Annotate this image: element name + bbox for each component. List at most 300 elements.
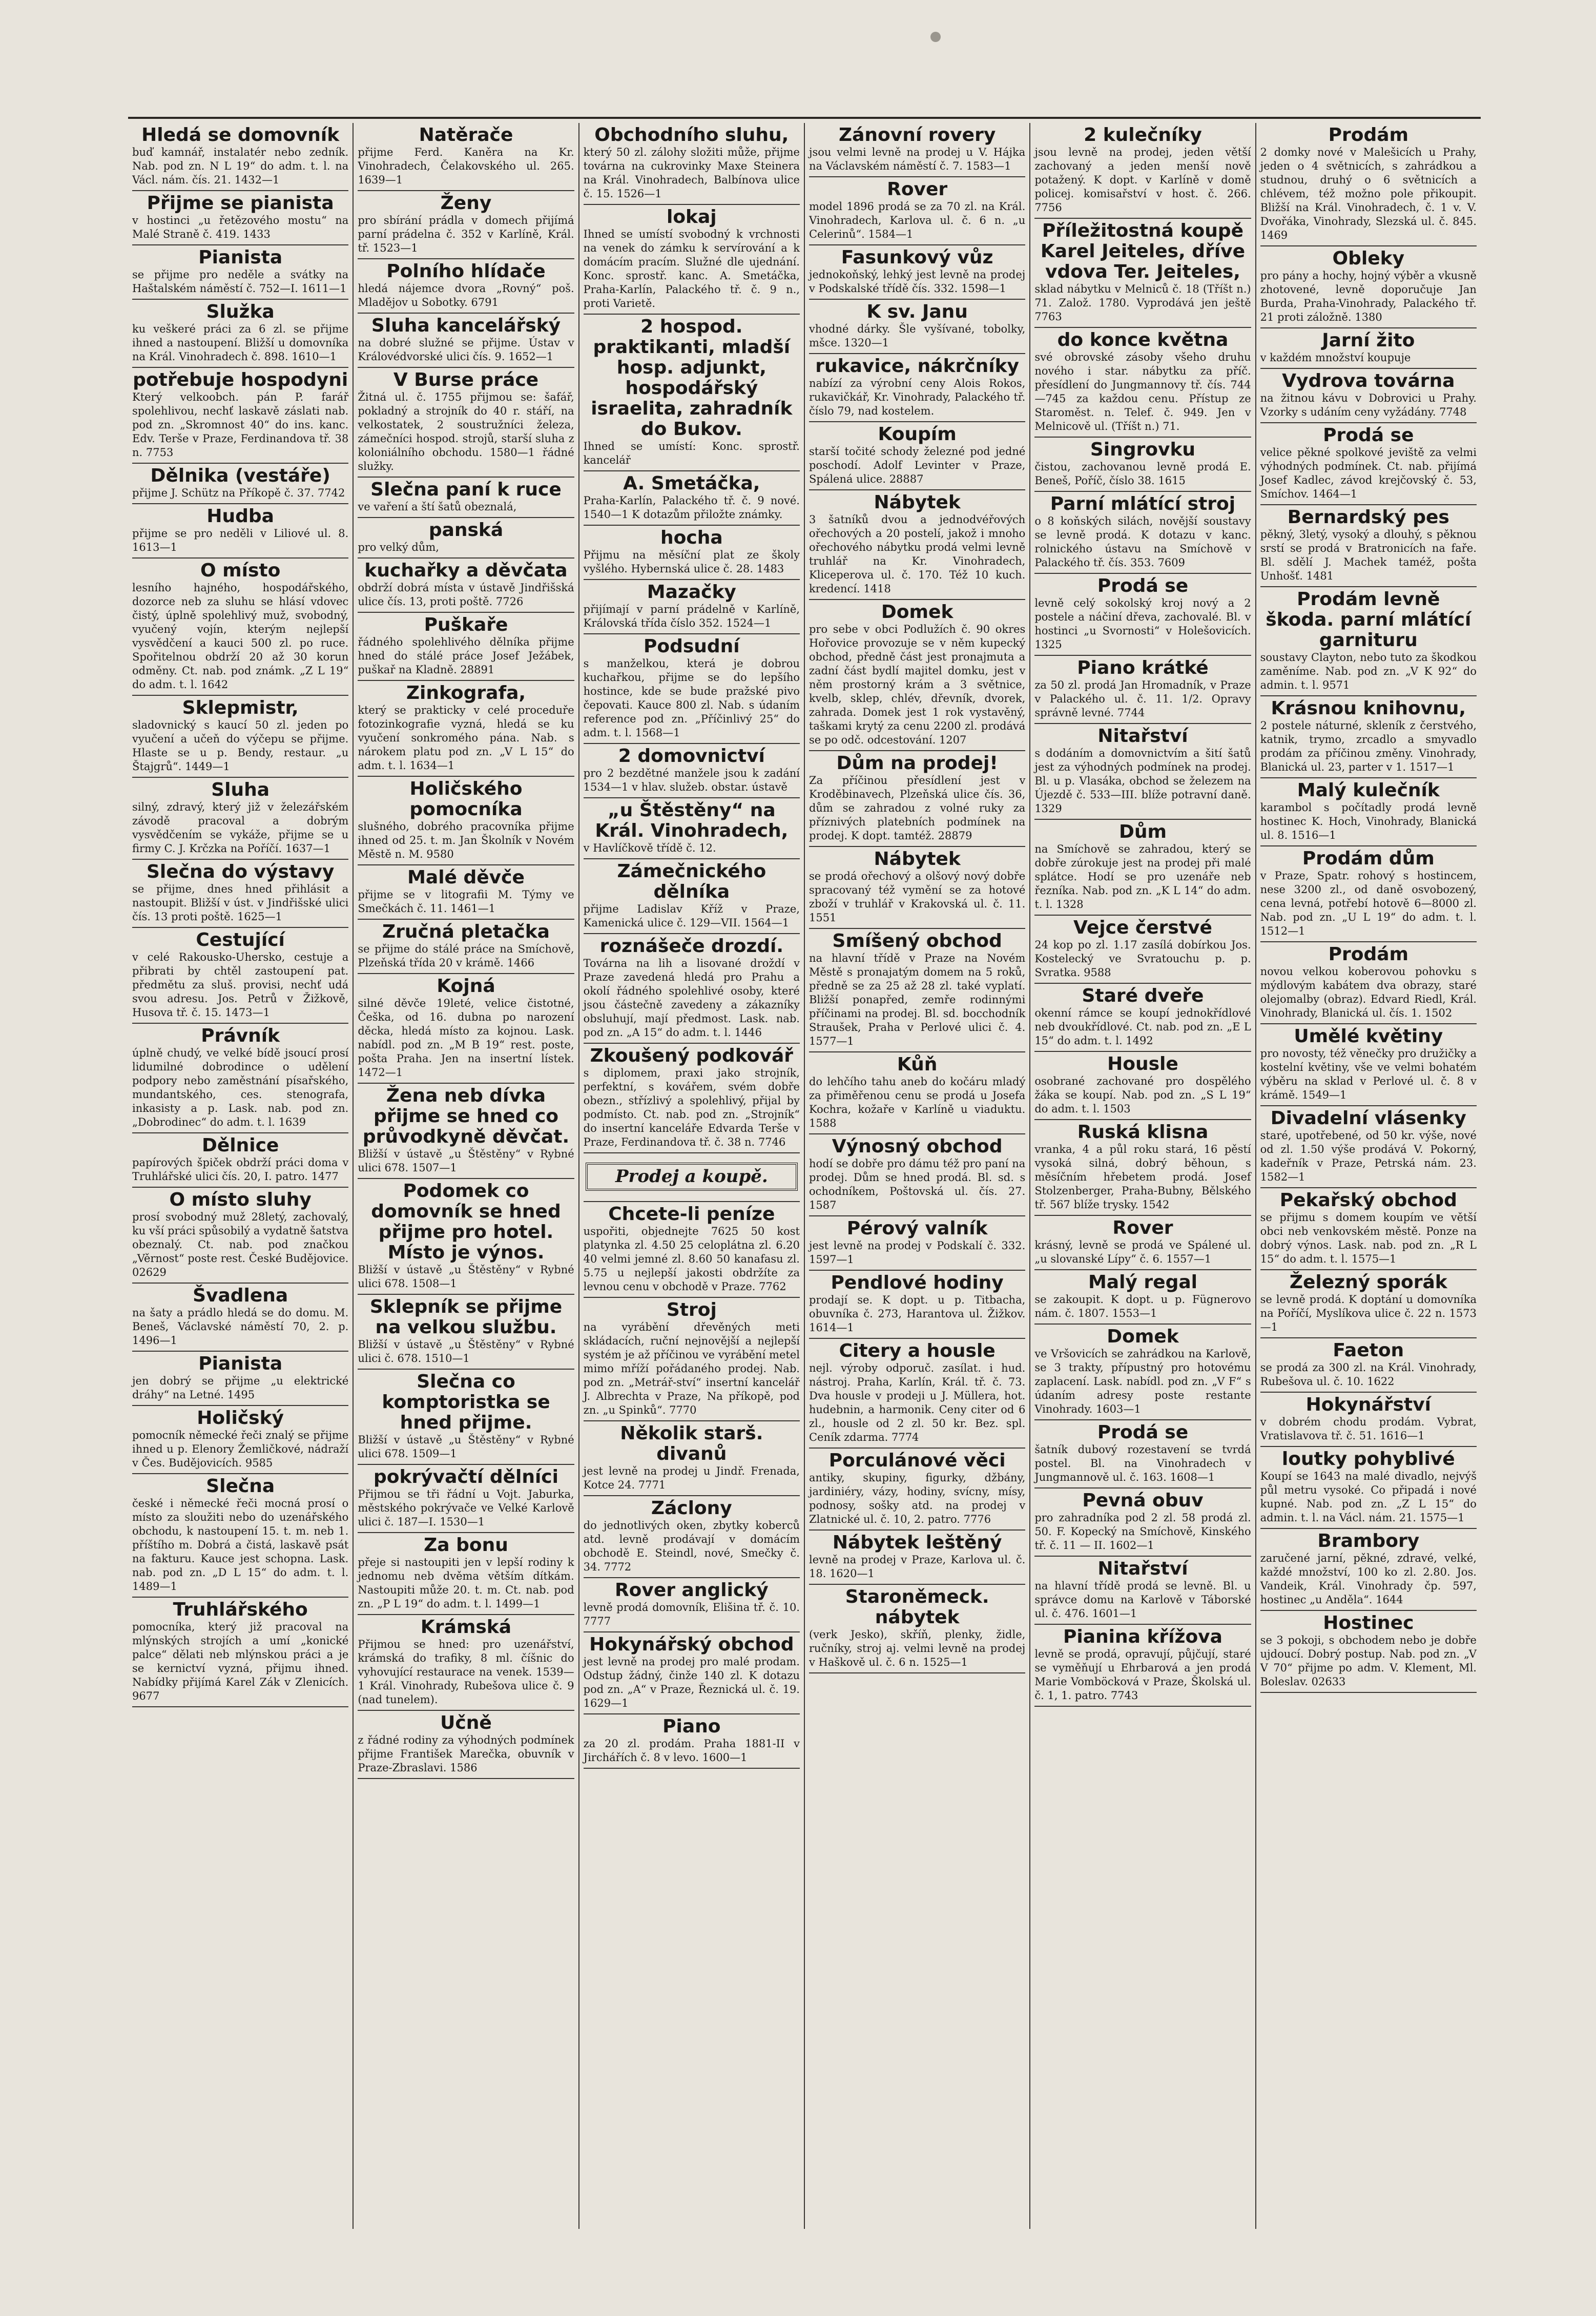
ad-headline: Slečna paní k ruce [370,479,562,500]
ad-body: nabízí za výrobní ceny Alois Rokos, rukavičkář, Kr. Vinohrady, Palackého tř. číslo 79, nad kostelem. [809,377,1026,417]
classified-ad [132,778,348,860]
classified-ad [132,1133,348,1188]
ad-headline: Služka [206,301,275,322]
ad-headline: Sluha kancelářský [371,315,561,336]
column-6 [1256,123,1481,2229]
ad-headline: Sklepmistr, [182,697,299,718]
classified-ad [809,1585,1025,1673]
ad-headline: Pérový valník [846,1218,988,1239]
classified-ad [1260,123,1477,246]
ad-headline: Nábytek [874,492,961,513]
classified-ad [358,613,574,681]
ad-headline: Koupím [878,424,957,445]
ad-body: s dodáním a domovnictvím a šití šatů jest za výhodných podmínek na prodej. Bl. u p. Vlasáka, obchod se železem na Újezdě č. 533—III. blíže potravní daně. 1329 [1034,747,1251,815]
classified-ad [358,1084,574,1179]
ad-headline: Podomek co domovník se hned přijme pro hotel. Místo je výnos. [371,1181,561,1263]
ad-headline: Sklepník se přijme na velkou službu. [369,1296,563,1338]
ad-body: v dobrém chodu prodám. Vybrat, Vratislavova tř. č. 51. 1616—1 [1260,1416,1477,1442]
ad-body: z řádné rodiny za výhodných podmínek přijme František Marečka, obuvník v Praze-Zbraslavi. 1586 [358,1734,574,1774]
classified-ad [132,696,348,778]
ad-headline: panská [428,520,504,541]
ad-headline: Zánovní rovery [838,125,996,146]
ad-headline: Prodám dům [1302,848,1435,869]
classified-ad [358,1533,574,1615]
ad-body: nejl. výroby odporuč. zasílat. i hud. nástroj. Praha, Karlín, Král. tř. č. 73. Dva housle v prodeji u J. Müllera, hot. hudebnin, a harmonik. Ceny citer od 6 zl., housle od 2 zl. 50 kr. Bez. spl. Ceník zdarma. 7774 [809,1362,1026,1443]
ad-body: antiky, skupiny, figurky, džbány, jardiniéry, vázy, hodiny, svícny, mísy, podnosy, sošky atd. na prodej v Zlatnické ul. č. 10, 2. patro. 7776 [809,1472,1026,1525]
ad-body: české i německé řeči mocná prosí o místo za sloužiti nebo do uzenářského obchodu, k nastoupení 15. t. m. neb 1. příštího m. Dobrá a čistá, laskavě psát na fakturu. Kauce jest schopna. Lask. nab. pod zn. „D L 15“ do adm. t. l. 1489—1 [132,1497,349,1593]
ad-body: se prodá ořechový a olšový nový dobře spracovaný též vymění se za hotové zboží v truhlář v Krakovská ul. č. 11. 1551 [809,870,1026,924]
top-rule [128,117,1481,119]
classified-ad [809,1339,1025,1449]
ad-headline: Prodám [1328,944,1409,965]
ad-body: pro 2 bezdětné manžele jsou k zadání 1534—1 v hlav. služeb. obstar. ústavě [583,767,800,793]
ad-headline: Divadelní vlásenky [1270,1108,1466,1129]
ad-headline: 2 domovnictví [618,746,765,767]
ad-body: slušného, dobrého pracovníka přijme ihned od 25. t. m. Jan Školník v Novém Městě n. M. 9580 [358,820,574,860]
page-mark [930,32,941,42]
ad-body: na Smíchově se zahradou, který se dobře zúrokuje jest na prodej při malé splátce. Hodí se pro uzenáře neb řezníka. Nab. pod zn. „K L 14“ do adm. t. l. 1328 [1034,843,1251,911]
ad-headline: do konce května [1057,329,1229,350]
classified-ad [1034,724,1251,820]
classified-ad [358,123,574,191]
classified-ad [584,1421,800,1496]
ad-body: s manželkou, která je dobrou kuchařkou, přijme se do lepšího hostince, kde se bude pražské pivo čepovati. Kauce 800 zl. Nab. s údaním reference pod zn. „Příčinlivý 25“ do adm. t. l. 1568—1 [583,657,800,739]
ad-headline: Sluha [211,779,270,800]
classified-ad [358,681,574,777]
ad-body: jest levně na prodej v Podskalí č. 332. 1597—1 [809,1239,1026,1266]
classified-ad [132,1474,348,1598]
ad-headline: Ruská klisna [1077,1122,1209,1143]
ad-headline: Parní mlátící stroj [1050,493,1236,514]
column-4 [805,123,1030,2229]
ad-body: za 20 zl. prodám. Praha 1881-II v Jirchářích č. 8 v levo. 1600—1 [583,1738,800,1764]
ad-body: v celé Rakousko-Uhersko, cestuje a přibrati by chtěl zastoupení pat. předmětu za sluš. provisi, nechť udá svou adresu. Jos. Petrů v Žižkově, Husova tř. č. 15. 1473—1 [132,951,349,1019]
classified-ad [1260,423,1477,505]
ad-headline: loutky pohyblivé [1281,1449,1455,1470]
ad-headline: Rover [1112,1217,1173,1238]
ad-headline: Pekařský obchod [1279,1190,1457,1211]
ad-headline: Obchodního sluhu, [594,125,789,146]
classified-ad [358,1295,574,1370]
ad-body: levně prodá domovník, Elišina tř. č. 10. 7777 [583,1601,800,1627]
classified-ad [584,1496,800,1578]
classified-ad [1260,369,1477,423]
ad-body: Který velkoobch. pán P. farář spolehlivou, nechť laskavě záslati nab. pod zn. „Skromnost 40“ do ins. kanc. Edv. Terše v Praze, Ferdinandova tř. 38 n. 7753 [132,391,349,459]
ad-headline: Chcete-li peníze [608,1204,775,1225]
classified-ad [1260,696,1477,778]
ad-body: své obrovské zásoby všeho druhu nového i star. nábytku za příč. přesídlení do Jungmannovy tř. čís. 744—745 za každou cenu. Přístup ze Staroměst. n. Telef. č. 949. Jen v Melnicově ul. (Tříšt n.) 71. [1034,351,1251,432]
classified-ad [1034,328,1251,438]
ad-headline: Holičský [197,1408,284,1429]
ad-body: který se prakticky v celé proceduře fotozinkografie vyzná, hledá se ku vyučení sonkromého pána. Nab. s nárokem platu pod zn. „V L 15“ do adm. t. l. 1634—1 [358,704,574,772]
ad-body: soustavy Clayton, nebo tuto za škodkou zaměníme. Nab. pod zn. „V K 92“ do admin. t. l. 9571 [1260,651,1477,691]
ad-body: Praha-Karlín, Palackého tř. č. 9 nové. 1540—1 K dotazům přiložte známky. [583,494,800,521]
ad-headline: Slečna co komptoristka se hned přijme. [382,1371,550,1433]
ad-headline: Zkoušený podkovář [590,1045,794,1066]
ad-headline: Přijme se pianista [147,193,334,214]
ad-headline: Puškaře [424,614,508,635]
ad-body: starší točité schody železné pod jedné poschodí. Adolf Levinter v Praze, Spálená ulice. 28887 [809,445,1026,485]
ad-headline: Hudba [206,506,274,527]
ad-headline: Prodám levně škoda. parní mlátící garnituru [1266,589,1471,651]
ad-headline: 2 hospod. praktikanti, mladší hosp. adjunkt, hospodářský israelita, zahradník do Bukov. [591,316,793,440]
ad-body: ve Vršovicích se zahrádkou na Karlově, se 3 trakty, přípustný pro hotovému zaplacení. Lask. nabídl. pod zn. „V F“ s údaním adresy poste restante Vinohrady. 1603—1 [1034,1348,1251,1415]
ad-body: který 50 zl. zálohy složiti může, přijme továrna na cukrovinky Maxe Steinera na Král. Vinohradech, Balbínova ulice č. 15. 1526—1 [583,146,800,200]
classified-ad [1034,1120,1251,1216]
ad-body: hodí se dobře pro dámu též pro paní na prodej. Dům se hned prodá. Bl. sd. s ochodníkem, Poštovská ul. čís. 27. 1587 [809,1157,1026,1211]
ad-body: o 8 koňských silách, novější soustavy se levně prodá. K dotazu v kanc. rolnického ústavu na Smíchově v Palackého tř. čís. 353. 7609 [1034,515,1251,569]
ad-body: silné děvče 19leté, velice čistotné, Češka, od 16. dubna po narození děcka, hledá místo za kojnou. Lask. nabídl. pod zn. „M B 19“ rest. poste, pošta Praha. Jen na insertní lístek. 1472—1 [358,997,574,1079]
ad-body: obdrží dobrá místa v ústavě Jindřišská ulice čís. 13, proti poště. 7726 [358,582,574,608]
ad-headline: Hokynářství [1305,1394,1431,1415]
ad-body: Přijmu na měsíční plat ze školy vyšlého. Hybernská ulice č. 28. 1483 [583,549,800,575]
ad-headline: Železný sporák [1289,1272,1447,1293]
classified-ad [1034,1625,1251,1707]
ad-headline: Pianista [198,1353,283,1374]
ad-body: jsou velmi levně na prodej u V. Hájka na Václavském náměstí č. 7. 1583—1 [809,146,1026,172]
classified-ad [584,1714,800,1769]
classified-ad [584,798,800,859]
ad-headline: Natěrače [419,125,513,146]
classified-page [128,123,1481,2229]
ad-body: prodají se. K dopt. u p. Titbacha, obuvníka č. 273, Harantova ul. Žižkov. 1614—1 [809,1294,1026,1334]
ad-headline: Staré dveře [1082,985,1204,1006]
classified-ad [584,205,800,315]
ad-body: jednokoňský, lehký jest levně na prodej v Podskalské třídě čís. 332. 1598—1 [809,268,1026,295]
ad-body: Bližší v ústavě „u Štěstěny“ v Rybné ulici 678. 1507—1 [358,1148,574,1174]
classified-ad [584,1202,800,1298]
ad-body: pro zahradníka pod 2 zl. 58 prodá zl. 50. F. Kopecký na Smíchově, Kinského tř. č. 11 — II. 1602—1 [1034,1512,1251,1552]
ad-body: se levně prodá. K doptání u domovníka na Poříčí, Myslíkova ulice č. 22 n. 1573—1 [1260,1293,1477,1333]
ad-headline: hocha [660,527,723,548]
ad-body: ve vaření a ští šatů obeznalá, [358,501,517,513]
ad-body: na šaty a prádlo hledá se do domu. M. Beneš, Václavské náměstí 70, 2. p. 1496—1 [132,1307,349,1347]
classified-ad [358,777,574,865]
classified-ad [132,559,348,696]
ad-body: model 1896 prodá se za 70 zl. na Král. Vinohradech, Karlova ul. č. 6 n. „u Celerinů“. 1584—1 [809,200,1026,240]
ad-headline: Pianina křížova [1063,1626,1222,1647]
classified-ad [1034,1270,1251,1325]
ad-body: levně celý sokolský kroj nový a 2 postele a náčiní dřeva, zachovalé. Bl. v hostinci „u Svornosti“ v Holešovicích. 1325 [1034,597,1251,651]
ad-headline: Nitařství [1097,726,1188,747]
classified-ad [1034,574,1251,656]
ad-body: 2 postele náturné, skleník z čerstvého, katnik, trymo, zrcadlo a smyvadlo prodám za příčinou změny. Vinohrady, Blanická ul. 23, parter v 1. 1517—1 [1260,719,1477,773]
ad-headline: Prodá se [1097,1422,1189,1443]
ad-body: přijímají v parní prádelně v Karlíně, Královská třída číslo 352. 1524—1 [583,603,800,629]
classified-ad [809,300,1025,354]
classified-ad [1034,916,1251,984]
classified-ad [809,1216,1025,1271]
ad-headline: Pendlové hodiny [831,1272,1004,1293]
classified-ad [584,580,800,634]
ad-headline: potřebuje hospodyni [133,369,348,390]
ad-headline: Smíšený obchod [832,930,1002,952]
ad-body: s diplomem, praxi jako strojník, perfektní, s kovářem, svém dobře obezn., střízlivý a spolehlivý, přijal by podmísto. Ct. nab. pod zn. „Strojník“ do insertní kanceláře Edvarda Terše v Praze, Ferdinandova tř. č. 38 n. 7746 [583,1067,800,1148]
ad-headline: Obleky [1332,248,1405,269]
classified-ad [809,490,1025,600]
classified-ad [584,1578,800,1632]
ad-headline: Nábytek [874,849,961,870]
ad-body: v každém množství koupuje [1260,351,1411,364]
classified-ad [584,859,800,934]
ad-body: se přijme, dnes hned přihlásit a nastoupit. Bližší v úst. v Jindřišské ulici čís. 13 proti poště. 1625—1 [132,883,349,923]
ad-headline: Kůň [897,1054,938,1075]
ad-body: levně na prodej v Praze, Karlova ul. č. 18. 1620—1 [809,1554,1026,1580]
classified-ad [358,478,574,518]
ad-body: v Havlíčkově třídě č. 12. [583,842,716,854]
ad-headline: Faeton [1333,1340,1404,1361]
ad-headline: Pianista [198,247,283,268]
classified-ad [1260,1529,1477,1611]
ad-headline: Rover anglický [614,1580,769,1601]
ad-headline: Porculánové věci [828,1450,1006,1471]
ad-body: Koupí se 1643 na malé divadlo, nejvýš půl metru vysoké. Co připadá i nové kupné. Nab. pod zn. „Z L 15“ do admin. t. l. na Václ. nám. 21. 1575—1 [1260,1470,1477,1524]
classified-ad [1260,1106,1477,1188]
classified-ad [809,600,1025,751]
ad-headline: Housle [1107,1053,1178,1074]
ad-headline: pokrývačtí dělníci [373,1466,558,1487]
ad-headline: „u Štěstěny“ na Král. Vinohradech, [595,800,789,841]
classified-ad [584,1153,800,1202]
ad-headline: Hokynářský obchod [589,1634,794,1655]
ad-body: Bližší v ústavě „u Štěstěny“ v Rybné ulici č. 678. 1510—1 [358,1338,574,1364]
classified-ad [809,245,1025,300]
ad-headline: Učně [440,1712,492,1733]
classified-ad [358,920,574,974]
classified-ad [1034,656,1251,724]
ad-headline: Výnosný obchod [832,1136,1003,1157]
ad-body: jest levně na prodej pro malé prodam. Odstup žádný, činže 140 zl. K dotazu pod zn. „A“ v Praze, Řeznická ul. č. 19. 1629—1 [583,1656,800,1709]
classified-ad [132,1598,348,1707]
ad-body: Žitná ul. č. 1755 přijmou se: šafář, pokladný a strojník do 40 r. stáří, na velkostatek, 2 soustružníci železa, zámečníci hospod. strojů, starší sluha z koloniálního obchodu. 1580—1 řádné služky. [358,391,574,472]
ad-headline: Kojná [437,976,495,997]
ad-headline: Stroj [666,1299,717,1320]
ad-headline: Jarní žito [1322,330,1415,351]
classified-ad [1260,246,1477,328]
ad-headline: Umělé květiny [1294,1026,1443,1047]
classified-ad [358,1615,574,1711]
ad-body: přijme se v litografii M. Týmy ve Smečkách č. 11. 1461—1 [358,888,574,915]
classified-ad [1034,820,1251,916]
ad-body: jest levně na prodej u Jindř. Frenada, Kotce 24. 7771 [583,1465,800,1491]
classified-ad [1260,1611,1477,1693]
classified-ad [1034,1216,1251,1270]
ad-headline: kuchařky a děvčata [364,560,568,581]
ad-body: novou velkou koberovou pohovku s mýdlovým kabátem dva obrazy, staré olejomalby (obraz). Edvard Riedl, Král. Vinohrady, Blanická ul. čís. 1. 1502 [1260,965,1477,1019]
classified-ad [584,634,800,744]
ad-headline: Piano krátké [1077,657,1209,678]
classified-ad [809,123,1025,177]
ad-body: okenní rámce se koupí jednokřídlové neb dvoukřídlové. Ct. nab. pod zn. „E L 15“ do adm. t. l. 1492 [1034,1007,1251,1047]
classified-ad [132,1284,348,1352]
ad-body: (verk Jesko), skříň, plenky, židle, ručníky, stroj aj. velmi levně na prodej v Haškově ul. č. 6 n. 1525—1 [809,1628,1026,1668]
classified-ad [132,1188,348,1284]
classified-ad [358,1370,574,1465]
ad-body: sklad nábytku v Melniců č. 18 (Tříšt n.) 71. Založ. 1780. Vyprodává jen ještě 7763 [1034,283,1251,323]
ad-body: prosí svobodný muž 28letý, zachovalý, ku vší práci spůsobilý a vydatně šatstva obeznalý. Ct. nab. pod značkou „Věrnost“ poste rest. České Budějovice. 02629 [132,1211,349,1278]
ad-headline: Krámská [420,1617,512,1638]
ad-body: papírových špiček obdrží práci doma v Truhlářské ulici čís. 20, I. patro. 1477 [132,1156,349,1183]
ad-body: pěkný, 3letý, vysoký a dlouhý, s pěknou srstí se prodá v Bratronicích na faře. Bl. sdělí J. Machek taméž, pošta Unhošť. 1481 [1260,528,1477,582]
ad-headline: Nábytek leštěný [832,1532,1002,1553]
ad-headline: rukavice, nákrčníky [815,356,1020,377]
ad-body: na hlavní třídě v Praze na Novém Městě s pronajatým domem na 5 roků, předně se za 25 až 28 zl. také vyplatí. Bližší ponapřed, zemře rodinnými příčinami na prodej. Bl. sd. bocchodník Straušek, Praha v Perlové ulici č. 4. 1577—1 [809,952,1026,1047]
ad-body: Bližší v ústavě „u Štěstěny“ v Rybné ulici 678. 1508—1 [358,1264,574,1290]
ad-headline: Fasunkový vůz [841,247,993,268]
ad-body: se prodá za 300 zl. na Král. Vinohrady, Rubešova ul. č. 10. 1622 [1260,1361,1477,1388]
classified-ad [1034,123,1251,219]
ad-headline: 2 kulečníky [1084,125,1202,146]
ad-body: na hlavní třídě prodá se levně. Bl. u správce domu na Karlově v Táborské ul. č. 476. 1601—1 [1034,1580,1251,1620]
ad-body: Bližší v ústavě „u Štěstěny“ v Rybné ulici 678. 1509—1 [358,1434,574,1460]
ad-headline: Ženy [440,193,492,214]
classified-ad [584,123,800,205]
ad-headline: Dům [1118,821,1167,842]
classified-ad [1260,778,1477,846]
ad-body: Ihned se umístí svobodný k vrchnosti na venek do zámku k servírování a k domácím pracím. Služné dle ujednání. Konc. sprostř. kanc. A. Smetáčka, Praha-Karlín, Palackého tř. č. 9 n., proti Varietě. [583,228,800,309]
column-2 [354,123,579,2229]
ad-headline: Truhlářského [173,1599,308,1620]
ad-body: 2 domky nové v Malešicích u Prahy, jeden o 4 světnicích, s zahrádkou a studnou, druhý o 6 světnicích a chlévem, též možno pole přikoupit. Bližší na Král. Vinohradech, č. 1 v. V. Dvořáka, Vinohrady, Slezská ul. č. 845. 1469 [1260,146,1477,241]
classified-ad [1260,587,1477,696]
classified-ad [358,559,574,613]
ad-body: úplně chudý, ve velké bídě jsoucí prosí lidumilné dobrodince o udělení podpory nebo zaměstnání písařského, mundantského, ces. stenografa, inkasisty a p. Lask. nab. pod zn. „Dobrodinec“ do adm. t. l. 1639 [132,1047,349,1128]
ad-body: sladovnický s kaucí 50 zl. jeden po vyučení a učeň do výčepu se přijme. Hlaste se u p. Bendy, restaur. „u Štajgrů“. 1449—1 [132,719,349,773]
ad-headline: Dělnice [201,1135,279,1156]
ad-body: se zakoupit. K dopt. u p. Fügnerovo nám. č. 1807. 1553—1 [1034,1293,1251,1319]
ad-body: hledá nájemce dvora „Rovný“ poš. Mladějov u Sobotky. 6791 [358,282,574,308]
ad-headline: Vejce čerstvé [1073,917,1212,938]
classified-ad [132,245,348,300]
classified-ad [1034,984,1251,1052]
ad-headline: lokaj [666,206,717,228]
classified-ad [132,123,348,191]
ad-body: pro pány a hochy, hojný výběr a vkusně zhotovené, levně doporučuje Jan Burda, Praha-Vinohrady, Palackého tř. 21 proti záložně. 1380 [1260,270,1477,323]
ad-headline: Zámečnického dělníka [617,861,766,902]
ad-headline: Vydrova továrna [1282,370,1455,391]
classified-ad [1034,438,1251,492]
ad-headline: Domek [881,602,954,623]
ad-body: pro sbírání prádla v domech přijímá parní prádelna č. 352 v Karlíně, Král. tř. 1523—1 [358,214,574,254]
ad-headline: Cestující [196,929,285,950]
ad-headline: Pevná obuv [1082,1490,1204,1511]
classified-ad [132,300,348,368]
ad-body: lesního hajného, hospodářského, dozorce neb za sluhu se hlásí vdovec čistý, úplně spolehlivý muž, svobodný, vyučený vojín, kterým nejlepší vysvědčení a kauci 500 zl. po ruce. Spořitelnou obdrží 20 až 30 korun odměny. Ct. nab. pod známk. „Z L 19“ do adm. t. l. 1642 [132,582,349,691]
classified-ad [358,974,574,1084]
classified-ad [358,314,574,368]
ad-headline: roznášeče drozdí. [599,936,784,957]
ad-headline: V Burse práce [393,369,539,390]
ad-headline: Dělnika (vestáře) [150,465,330,486]
ad-body: velice pěkné spolkové jeviště za velmi výhodných podmínek. Ct. nab. přijímá Josef Kadlec, závod krejčovský č. 53, Smíchov. 1464—1 [1260,446,1477,500]
classified-ad [584,1298,800,1421]
classified-ad [132,368,348,464]
ad-headline: Rover [887,179,948,200]
classified-ad [584,315,800,471]
classified-ad [358,518,574,559]
ad-body: na dobré služné se přijme. Ústav v Královédvorské ulici čís. 9. 1652—1 [358,337,574,363]
ad-headline: Holičského pomocníka [409,778,523,820]
classified-ad [584,744,800,798]
ad-headline: A. Smetáčka, [623,473,760,494]
column-5 [1030,123,1256,2229]
ad-headline: K sv. Janu [866,301,968,322]
ad-headline: Švadlena [193,1285,288,1306]
classified-ad [809,751,1025,847]
ad-headline: Brambory [1317,1531,1420,1552]
ad-body: přijme J. Schütz na Příkopě č. 37. 7742 [132,487,345,499]
classified-ad [809,1271,1025,1339]
section-heading: Prodej a koupě. [586,1163,798,1191]
ad-body: levně se prodá, opravují, půjčují, staré se vyměňují u Ehrbarová a jen prodá Marie Vomböcková v Praze, Školská ul. č. 1, 1. patro. 7743 [1034,1648,1251,1702]
classified-ad [1034,219,1251,328]
classified-ad [1260,1447,1477,1529]
column-1 [128,123,354,2229]
classified-ad [132,1024,348,1133]
ad-body: se přijme pro neděle a svátky na Haštalském náměstí č. 752—I. 1611—1 [132,268,349,295]
ad-body: 24 kop po zl. 1.17 zasílá dobírkou Jos. Kostelecký ve Svratouchu p. p. Svratka. 9588 [1034,939,1251,979]
ad-body: krásný, levně se prodá ve Spálené ul. „u slovanské Lípy“ č. 6. 1557—1 [1034,1239,1251,1265]
classified-ad [809,354,1025,422]
ad-body: se přijmu s domem koupím ve větší obci neb venkovském městě. Ponze na dobrý výnos. Lask. nab. pod zn. „R L 15“ do adm. t. l. 1575—1 [1260,1211,1477,1265]
ad-body: pomocník německé řeči znalý se přijme ihned u p. Elenory Žemličkové, nádraží v Čes. Budějovicích. 9585 [132,1429,349,1469]
classified-ad [1034,492,1251,574]
ad-body: osobrané zachované pro dospělého žáka se koupí. Nab. pod zn. „S L 19“ do adm. t. l. 1503 [1034,1075,1251,1115]
classified-ad [358,1465,574,1533]
ad-headline: Domek [1107,1326,1179,1347]
ad-body: v hostinci „u řetězového mostu“ na Malé Straně č. 419. 1433 [132,214,349,240]
ad-body: pro velký dům, [358,541,439,553]
classified-ad [809,177,1025,245]
ad-headline: Několik starš. divanů [620,1423,763,1464]
classified-ad [1260,1338,1477,1393]
ad-headline: Příležitostná koupě Karel Jeiteles, dříve vdova Ter. Jeiteles, [1040,220,1246,282]
ad-body: na vyrábění dřevěných meti skládacích, ruční nejnovější a nejlepší systém je až příčinou ve vyrábění metel mimo mříží pořádaného prodej. Nab. pod zn. „Metrář-ství“ insertní kancelář J. Albrechta v Praze, Na příkopě, pod zn. „u Spinků“. 7770 [583,1321,800,1416]
ad-body: do jednotlivých oken, zbytky koberců atd. levně prodávají v domácím obchodě E. Steindl, nové, Smečky č. 34. 7772 [583,1519,800,1573]
ad-headline: Citery a housle [839,1340,996,1361]
ad-body: pro sebe v obci Podlužích č. 90 okres Hořovice provozuje se v něm kupecký obchod, předně část jest pronajmuta a zadní část bydlí majitel domku, jest v něm prostorný krám a 3 světnice, kvelb, sklep, chlév, dřevník, dvorek, zahrada. Domek jest 1 rok vystavěný, taškami krytý za cenu 2200 zl. prodává se po odč. odcestování. 1207 [809,623,1026,746]
ad-body: silný, zdravý, který již v železářském závodě pracoval a dobrým vysvědčením se vykáže, přijme se u firmy C. J. Krčzka na Poříčí. 1637—1 [132,801,349,855]
ad-body: do lehčího tahu aneb do kočáru mladý za přiměřenou cenu se prodá u Josefa Kochra, kožaře v Karlíně u viaduktu. 1588 [809,1076,1026,1129]
ad-headline: Právník [201,1025,280,1046]
ad-body: Přijmou se tři řádní u Vojt. Jaburka, městského pokrývače ve Velké Karlově ulici č. 187—I. 1530—1 [358,1488,574,1528]
ad-headline: Dům na prodej! [836,753,998,774]
ad-body: řádného spolehlivého dělníka přijme hned do stálé práce Josef Ježábek, puškař na Kladně. 28891 [358,636,574,676]
classified-ad [358,1711,574,1779]
classified-ad [132,928,348,1024]
ad-headline: Hledá se domovník [141,125,340,146]
ad-body: vranka, 4 a půl roku stará, 16 pěstí vysoká silná, dobrý běhoun, s měsíčním hřebetem prodá. Josef Stolzenberger, Praha-Bubny, Bělského tř. 567 blíže trysky. 1542 [1034,1143,1251,1211]
ad-body: uspořiti, objednejte 7625 50 kost platynka zl. 4.50 25 celoplátna zl. 6.20 40 velmi jemné zl. 8.60 50 kanafasu zl. 5.75 u nejlepší jakosti obdržíte za levnou cenu v obchodě v Praze. 7762 [583,1225,800,1293]
ad-body: se přijme do stálé práce na Smíchově, Plzeňská třída 20 v krámě. 1466 [358,943,574,969]
ad-body: 3 šatníků dvou a jednodvéřových ořechových a 20 postelí, jakož i mnoho ořechového nábytku prodá velmi levně truhlář na Kr. Vinohradech, Kliceperova ul. č. 170. Též 10 kuch. kredencí. 1418 [809,513,1026,595]
ad-body: Továrna na lih a lisované droždí v Praze zavedená hledá pro Prahu a okolí řádného spolehlivé osoby, které jsou částečně zavedeny a zákazníky obsluhují, mají předmost. Lask. nab. pod zn. „A 15“ do adm. t. l. 1446 [583,957,800,1039]
classified-ad [1034,1557,1251,1625]
ad-headline: Zinkografa, [406,683,526,704]
ad-headline: Podsudní [643,636,740,657]
classified-ad [132,860,348,928]
classified-ad [132,1352,348,1406]
ad-body: staré, upotřebené, od 50 kr. výše, nové od zl. 1.50 výše prodává V. Pokorný, kadeřník v Praze, Petrská nám. 23. 1582—1 [1260,1129,1477,1183]
ad-body: karambol s počítadly prodá levně hostinec K. Hoch, Vinohrady, Blanická ul. 8. 1516—1 [1260,801,1477,841]
classified-ad [358,191,574,259]
column-3 [579,123,805,2229]
classified-ad [1260,1188,1477,1270]
ad-headline: Singrovku [1090,439,1196,460]
ad-body: jen dobrý se přijme „u elektrické dráhy“ na Letné. 1495 [132,1375,349,1401]
ad-body: ku veškeré práci za 6 zl. se přijme ihned a nastoupení. Bližší u domovníka na Král. Vinohradech č. 898. 1610—1 [132,323,349,363]
classified-ad [358,1179,574,1295]
